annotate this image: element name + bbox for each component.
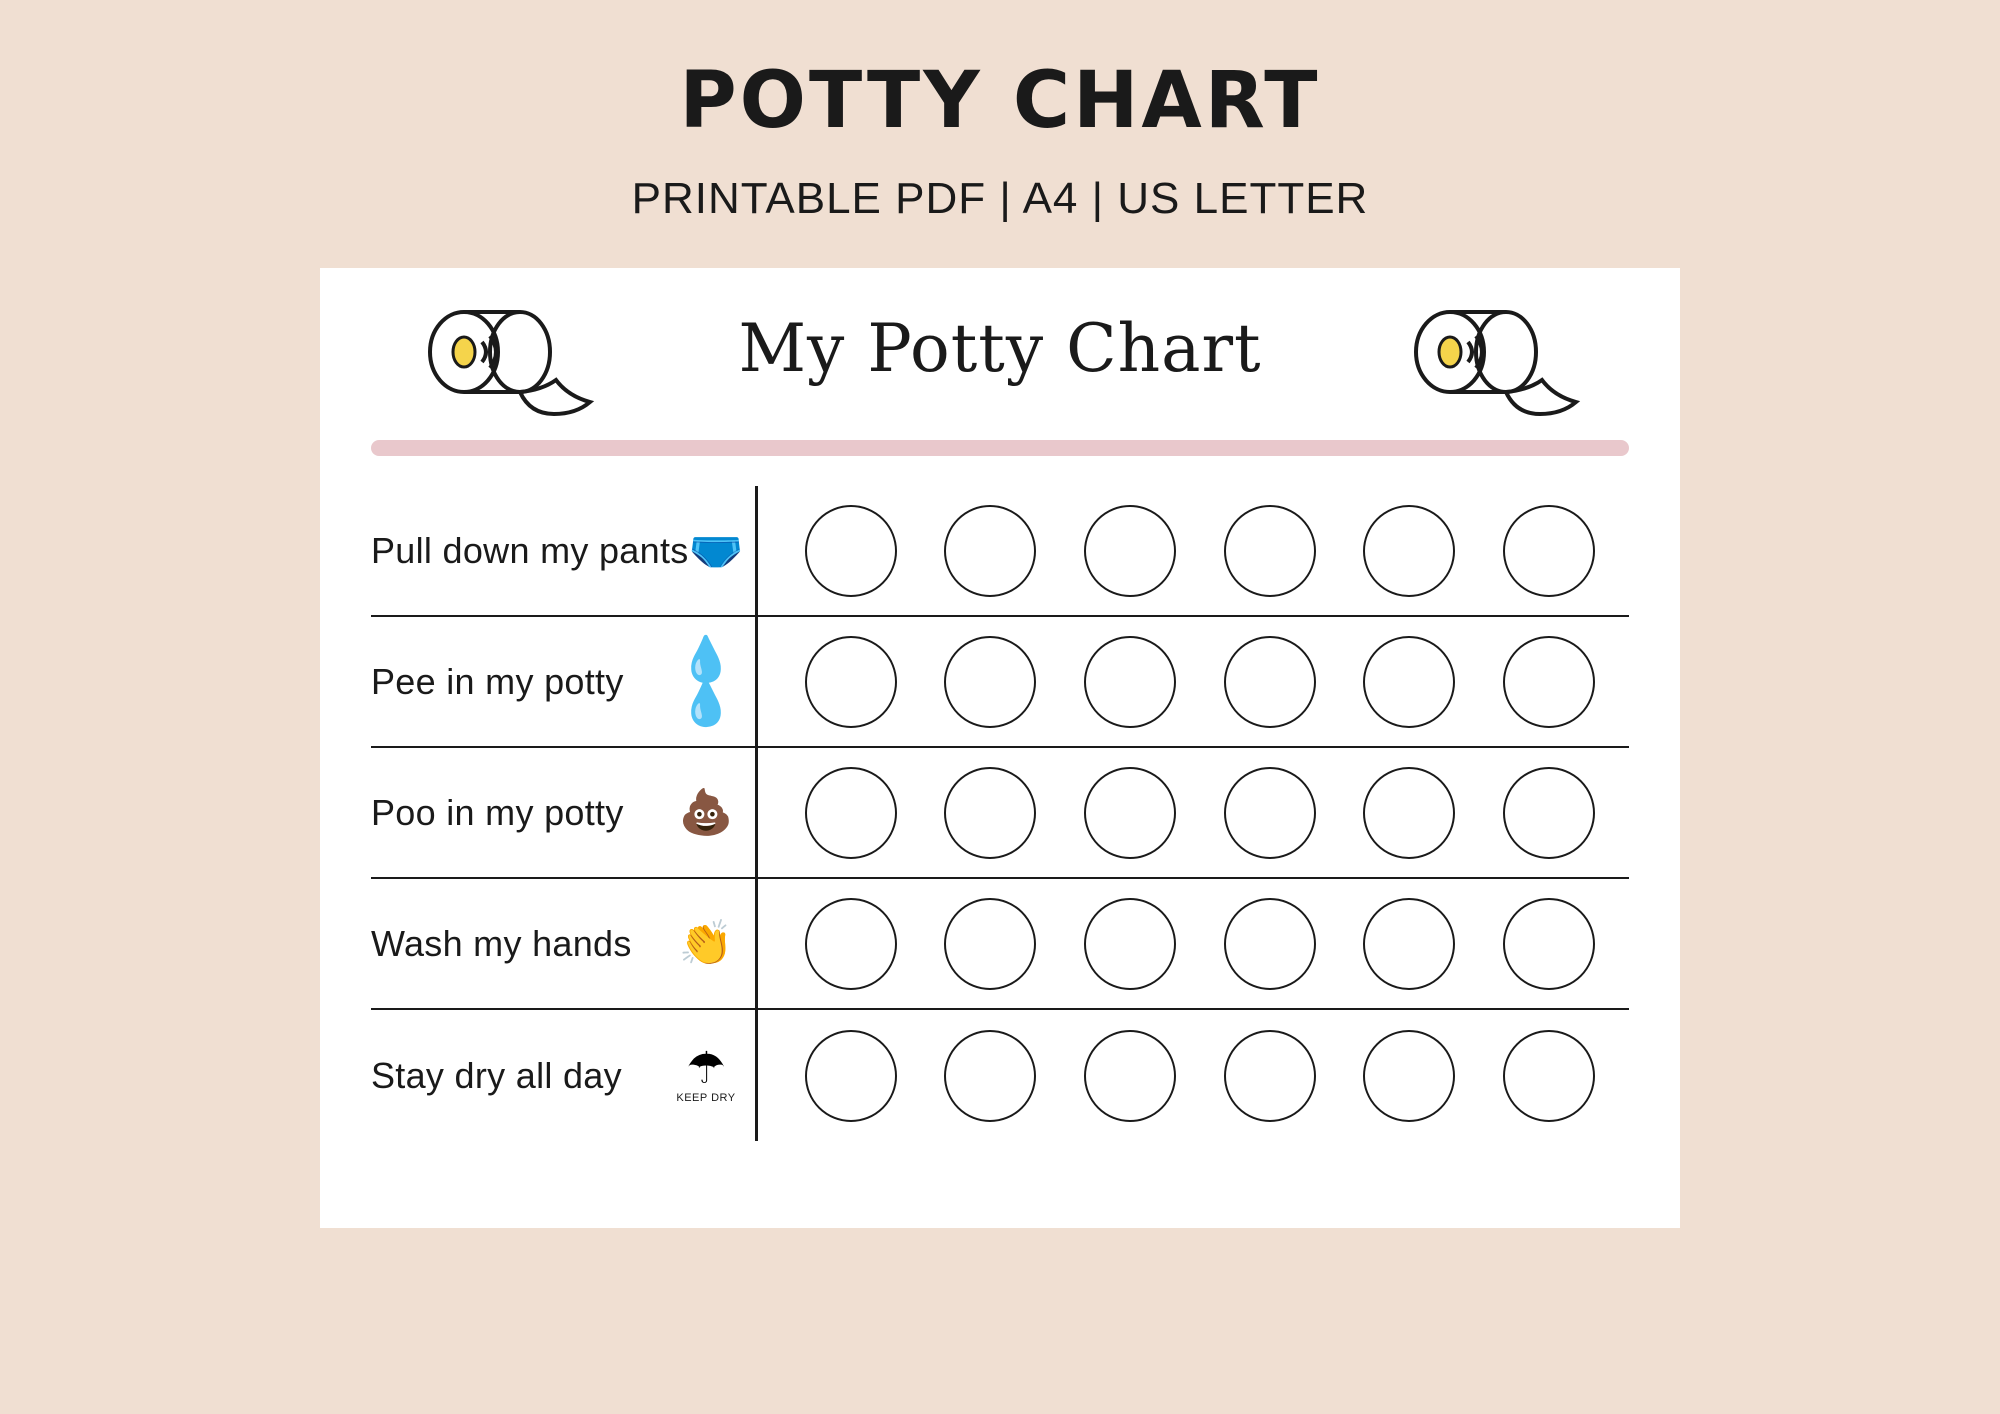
sticker-slot[interactable] (1503, 767, 1595, 859)
sticker-slots (755, 767, 1629, 859)
sticker-slots (755, 636, 1629, 728)
sticker-slot[interactable] (1224, 898, 1316, 990)
row-emoji-glyph: 💩 (678, 786, 734, 838)
sticker-slot[interactable] (805, 898, 897, 990)
sticker-slot[interactable] (1503, 898, 1595, 990)
water-drops-icon (671, 633, 741, 729)
sticker-slot[interactable] (1224, 505, 1316, 597)
column-divider (755, 879, 758, 1008)
sticker-slot[interactable] (1363, 636, 1455, 728)
sticker-slot[interactable] (1084, 1030, 1176, 1122)
sticker-slot[interactable] (1084, 767, 1176, 859)
sticker-slots (755, 505, 1629, 597)
sticker-slot[interactable] (944, 767, 1036, 859)
row-emoji-glyph: 👏 (678, 917, 734, 969)
row-emoji-glyph: 🩲 (688, 524, 744, 576)
sticker-slot[interactable] (1503, 505, 1595, 597)
row-label-cell (371, 486, 755, 615)
table-row (371, 486, 1629, 617)
sticker-slots (755, 1030, 1629, 1122)
row-label: Wash my hands (371, 922, 632, 964)
sticker-slot[interactable] (1224, 1030, 1316, 1122)
row-emoji-glyph: 💧💧 (678, 633, 734, 729)
row-label-cell (371, 617, 755, 746)
sticker-slot[interactable] (944, 636, 1036, 728)
sticker-slot[interactable] (805, 767, 897, 859)
row-label-cell (371, 879, 755, 1008)
sticker-slot[interactable] (1363, 898, 1455, 990)
table-row (371, 748, 1629, 879)
row-label-cell (371, 1010, 755, 1141)
sticker-slot[interactable] (1084, 636, 1176, 728)
sheet-header (368, 268, 1632, 428)
toilet-paper-roll-left-icon (412, 302, 602, 422)
chart-title: My Potty Chart (738, 309, 1262, 387)
row-label: Poo in my potty (371, 791, 624, 833)
toilet-paper-roll-right-icon (1398, 302, 1588, 422)
sticker-slot[interactable] (1363, 1030, 1455, 1122)
chart-table (371, 486, 1629, 1141)
promo-subtitle: PRINTABLE PDF | A4 | US LETTER (631, 174, 1369, 223)
sticker-slot[interactable] (944, 898, 1036, 990)
poop-icon (671, 786, 741, 838)
sticker-slot[interactable] (1503, 1030, 1595, 1122)
row-label-cell (371, 748, 755, 877)
column-divider (755, 748, 758, 877)
title-divider (371, 440, 1629, 456)
column-divider (755, 617, 758, 746)
sticker-slot[interactable] (944, 1030, 1036, 1122)
sticker-slot[interactable] (1224, 767, 1316, 859)
sticker-slot[interactable] (1084, 898, 1176, 990)
sticker-slot[interactable] (805, 1030, 897, 1122)
column-divider (755, 486, 758, 615)
umbrella-keep-dry-icon (671, 1043, 741, 1104)
column-divider (755, 1010, 758, 1141)
sticker-slot[interactable] (1363, 767, 1455, 859)
table-row (371, 1010, 1629, 1141)
sticker-slot[interactable] (1363, 505, 1455, 597)
table-row (371, 617, 1629, 748)
underwear-icon (688, 524, 744, 576)
row-label: Pee in my potty (371, 660, 624, 702)
keep-dry-caption: KEEP DRY (676, 1092, 736, 1104)
sticker-slot[interactable] (805, 636, 897, 728)
washing-hands-icon (671, 917, 741, 969)
sticker-slots (755, 898, 1629, 990)
table-row (371, 879, 1629, 1010)
row-emoji-glyph: ☂ (686, 1043, 726, 1094)
sticker-slot[interactable] (1503, 636, 1595, 728)
sticker-slot[interactable] (944, 505, 1036, 597)
sticker-slot[interactable] (1224, 636, 1316, 728)
sticker-slot[interactable] (1084, 505, 1176, 597)
printable-sheet (320, 268, 1680, 1228)
row-label: Stay dry all day (371, 1054, 622, 1096)
sticker-slot[interactable] (805, 505, 897, 597)
row-label: Pull down my pants (371, 529, 689, 571)
promo-title: POTTY CHART (679, 56, 1321, 146)
